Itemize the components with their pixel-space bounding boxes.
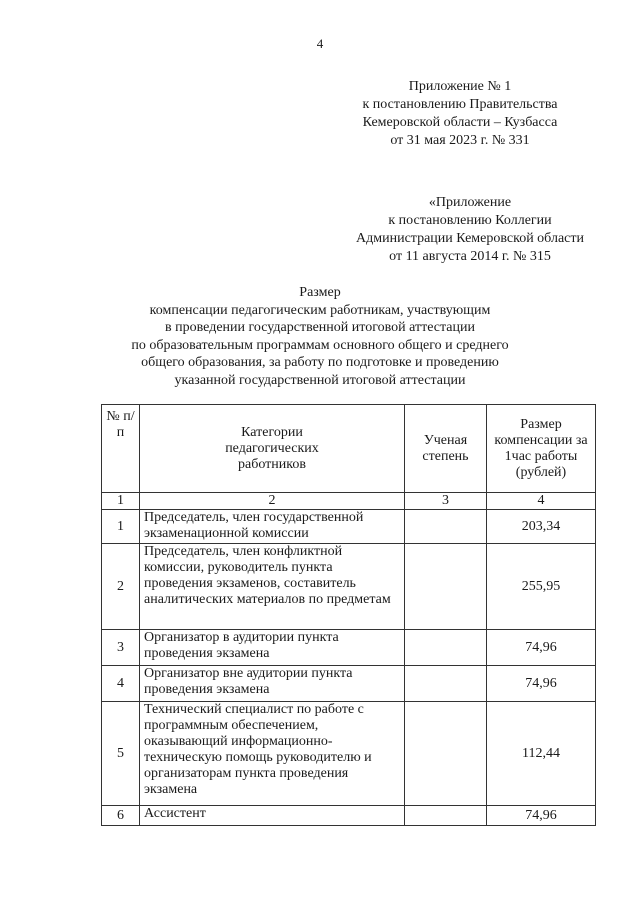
annex-2-line: Администрации Кемеровской области bbox=[356, 231, 584, 246]
table-row bbox=[102, 806, 596, 826]
row-category: Организатор вне аудитории пункта проведения экзамена bbox=[140, 666, 405, 702]
annex-2-line: от 11 августа 2014 г. № 315 bbox=[389, 249, 551, 264]
header-amount: Размер компенсации за 1час работы (рублей) bbox=[487, 405, 596, 493]
annex-1-line: Приложение № 1 bbox=[408, 79, 512, 94]
table-row bbox=[102, 702, 596, 806]
annex-1-line: от 31 мая 2023 г. № 331 bbox=[390, 133, 530, 148]
row-degree bbox=[405, 806, 487, 826]
row-degree bbox=[405, 666, 487, 702]
row-amount: 74,96 bbox=[487, 666, 596, 702]
row-category: Председатель, член конфликтной комиссии, руководитель пункта проведения экзаменов, составитель аналитических материалов по предметам bbox=[140, 544, 405, 630]
title-line: Размер bbox=[299, 285, 341, 300]
row-amount: 203,34 bbox=[487, 510, 596, 544]
annex-2-line: к постановлению Коллегии bbox=[388, 213, 552, 228]
annex-1-block bbox=[340, 78, 580, 150]
row-category: Технический специалист по работе с программным обеспечением, оказывающий информационно-техническую помощь руководителю и организаторам пункта проведения экзамена bbox=[140, 702, 405, 806]
row-amount: 112,44 bbox=[487, 702, 596, 806]
row-amount: 74,96 bbox=[487, 806, 596, 826]
index-cell: 3 bbox=[405, 493, 487, 510]
header-num: № п/п bbox=[102, 405, 140, 493]
document-title bbox=[100, 284, 540, 389]
row-category: Ассистент bbox=[140, 806, 405, 826]
title-line: общего образования, за работу по подготовке и проведению bbox=[141, 355, 499, 370]
header-category: Категории педагогических работников bbox=[140, 405, 405, 493]
row-degree bbox=[405, 630, 487, 666]
index-cell: 2 bbox=[140, 493, 405, 510]
row-num: 2 bbox=[102, 544, 140, 630]
row-degree bbox=[405, 702, 487, 806]
table-row bbox=[102, 666, 596, 702]
row-category: Председатель, член государственной экзаменационной комиссии bbox=[140, 510, 405, 544]
table-row bbox=[102, 544, 596, 630]
row-category: Организатор в аудитории пункта проведения экзамена bbox=[140, 630, 405, 666]
annex-1-line: к постановлению Правительства bbox=[362, 97, 558, 112]
page-number: 4 bbox=[316, 36, 324, 51]
row-amount: 255,95 bbox=[487, 544, 596, 630]
annex-2-line: «Приложение bbox=[428, 195, 512, 210]
index-cell: 4 bbox=[487, 493, 596, 510]
compensation-table bbox=[101, 404, 596, 826]
row-degree bbox=[405, 544, 487, 630]
title-line: компенсации педагогическим работникам, участвующим bbox=[149, 302, 491, 318]
table-row bbox=[102, 630, 596, 666]
annex-1-line: Кемеровской области – Кузбасса bbox=[362, 115, 558, 130]
row-num: 5 bbox=[102, 702, 140, 806]
table-header-row bbox=[102, 405, 596, 493]
index-cell: 1 bbox=[102, 493, 140, 510]
title-line: указанной государственной итоговой аттестации bbox=[174, 372, 466, 388]
row-num: 6 bbox=[102, 806, 140, 826]
row-amount: 74,96 bbox=[487, 630, 596, 666]
table-row bbox=[102, 510, 596, 544]
title-line: по образовательным программам основного общего и среднего bbox=[131, 337, 509, 353]
header-degree: Ученая степень bbox=[405, 405, 487, 493]
row-num: 3 bbox=[102, 630, 140, 666]
row-degree bbox=[405, 510, 487, 544]
table-index-row bbox=[102, 493, 596, 510]
title-line: в проведении государственной итоговой аттестации bbox=[165, 320, 475, 335]
row-num: 1 bbox=[102, 510, 140, 544]
row-num: 4 bbox=[102, 666, 140, 702]
annex-2-block bbox=[340, 194, 600, 266]
